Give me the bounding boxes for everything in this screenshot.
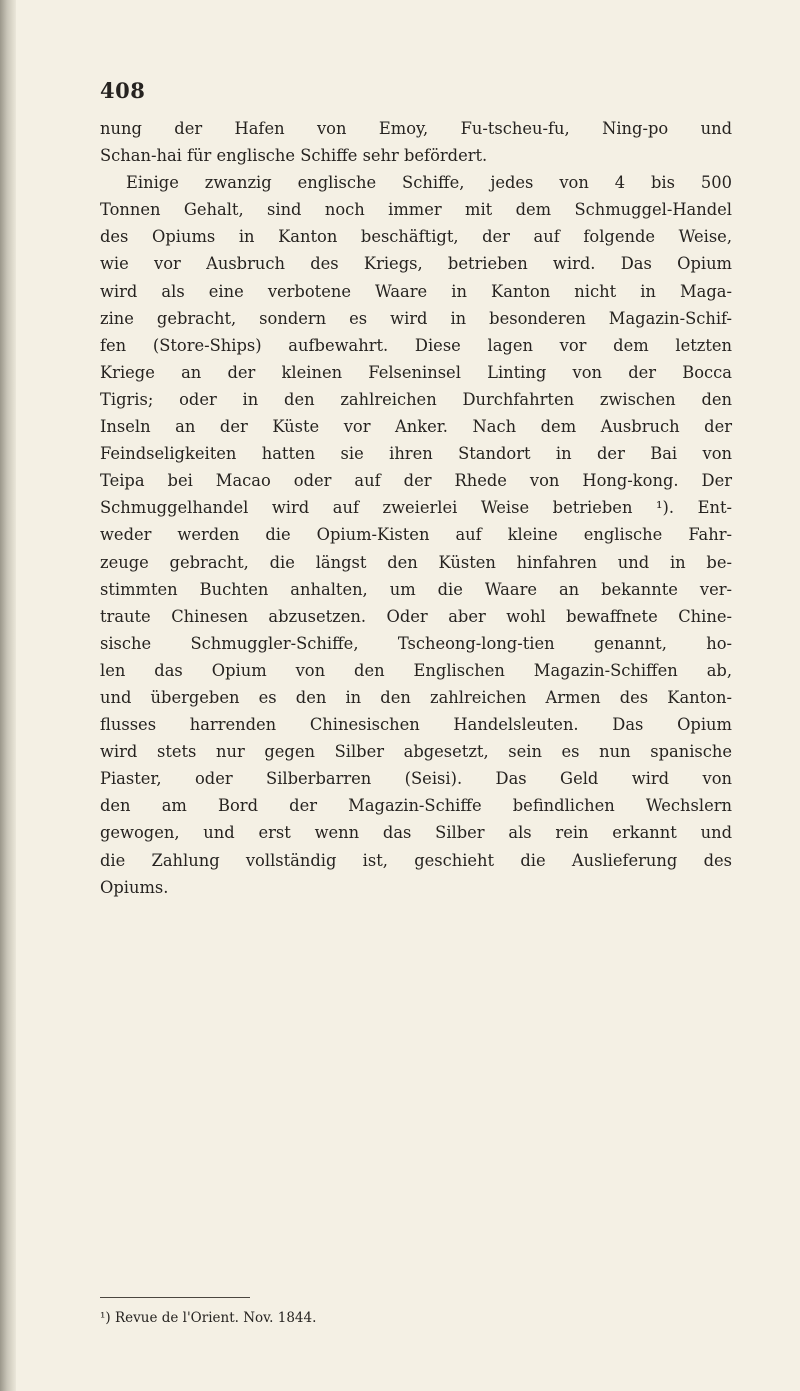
text-line: wie vor Ausbruch des Kriegs, betrieben wird. Das Opium [100,254,732,274]
text-line: Kriege an der kleinen Felseninsel Linting von der Bocca [100,362,732,382]
text-line: Schan-hai für englische Schiffe sehr befördert. [100,146,488,166]
footnote-divider [100,1297,250,1298]
text-line: zine gebracht, sondern es wird in besonderen Magazin-Schif- [100,308,732,328]
text-line: Feindseligkeiten hatten sie ihren Standort in der Bai von [100,444,732,464]
text-line: Tigris; oder in den zahlreichen Durchfahrten zwischen den [100,389,732,409]
text-line: stimmten Buchten anhalten, um die Waare an bekannte ver- [100,579,732,599]
text-line: des Opiums in Kanton beschäftigt, der auf folgende Weise, [100,227,732,247]
text-line: Schmuggelhandel wird auf zweierlei Weise betrieben ¹). Ent- [100,498,732,518]
text-line: sische Schmuggler-Schiffe, Tscheong-long-tien genannt, ho- [100,633,732,653]
body-text [100,115,732,901]
text-line: den am Bord der Magazin-Schiffe befindlichen Wechslern [100,796,732,816]
text-line: fen (Store-Ships) aufbewahrt. Diese lagen vor dem letzten [100,335,732,355]
text-line: wird als eine verbotene Waare in Kanton nicht in Maga- [100,281,732,301]
text-line: Inseln an der Küste vor Anker. Nach dem Ausbruch der [100,417,732,437]
text-line: Tonnen Gehalt, sind noch immer mit dem Schmuggel-Handel [100,200,732,220]
page-binding-edge [0,0,16,1391]
text-line: Einige zwanzig englische Schiffe, jedes von 4 bis 500 [126,173,732,193]
text-line: zeuge gebracht, die längst den Küsten hinfahren und in be- [100,552,732,572]
footnote: ¹) Revue de l'Orient. Nov. 1844. [100,1310,317,1326]
text-line: len das Opium von den Englischen Magazin-Schiffen ab, [100,660,732,680]
text-line: Piaster, oder Silberbarren (Seisi). Das Geld wird von [100,769,732,789]
text-line: traute Chinesen abzusetzen. Oder aber wohl bewaffnete Chine- [100,606,732,626]
text-line: gewogen, und erst wenn das Silber als rein erkannt und [100,823,732,843]
text-line: weder werden die Opium-Kisten auf kleine englische Fahr- [100,525,732,545]
text-line: Teipa bei Macao oder auf der Rhede von Hong-kong. Der [100,471,732,491]
page-number: 408 [100,78,146,103]
text-line: wird stets nur gegen Silber abgesetzt, sein es nun spanische [100,742,732,762]
text-line: flusses harrenden Chinesischen Handelsleuten. Das Opium [100,715,732,735]
text-line: nung der Hafen von Emoy, Fu-tscheu-fu, Ning-po und [100,119,732,138]
text-line: Opiums. [100,877,169,897]
text-line: und übergeben es den in den zahlreichen Armen des Kanton- [100,687,732,707]
text-line: die Zahlung vollständig ist, geschieht die Auslieferung des [100,850,732,870]
